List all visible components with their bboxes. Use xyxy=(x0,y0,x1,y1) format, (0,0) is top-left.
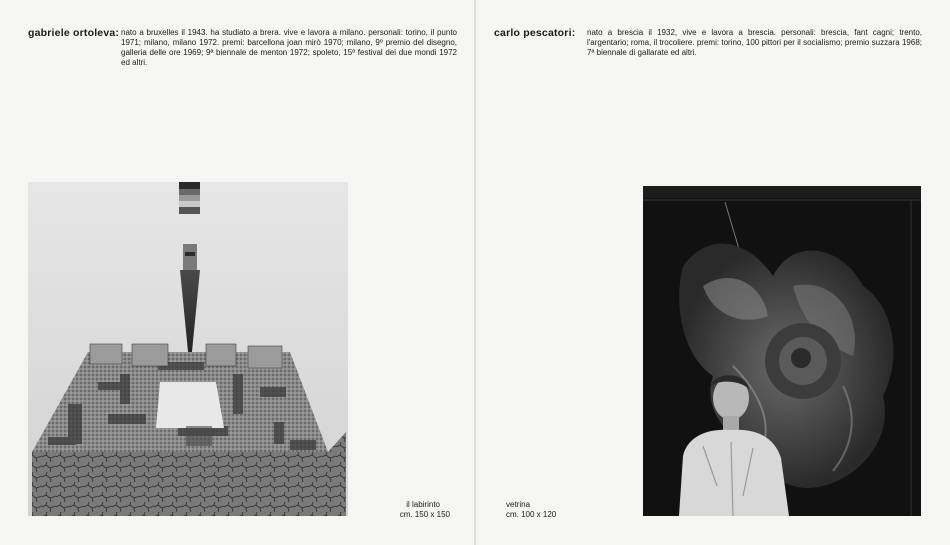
caption-title: il labirinto xyxy=(406,500,440,509)
caption-dimensions: cm. 150 x 150 xyxy=(399,510,450,519)
caption-il-labirinto xyxy=(386,500,450,520)
artist-bio-ortoleva: nato a bruxelles il 1943. ha studiato a brera. vive e lavora a milano. personali: torino, il punto 1971; milano, milano 1972. premi: barcellona joan mirò 1970; milano, 9º premio del disegno, galleria delle ore 1969; 9ª biennale de menton 1972; spoleto, 15º festival dei due mondi 1972 ed altri. xyxy=(121,28,457,67)
artwork-vetrina xyxy=(643,186,921,516)
caption-title: vetrina xyxy=(506,500,531,509)
artist-name-pescatori: carlo pescatori: xyxy=(494,27,576,39)
caption-vetrina xyxy=(506,500,556,520)
artwork-il-labirinto xyxy=(28,182,348,516)
caption-dimensions: cm. 100 x 120 xyxy=(506,510,557,519)
artist-name-ortoleva: gabriele ortoleva: xyxy=(28,27,120,39)
artist-bio-pescatori: nato a brescia il 1932, vive e lavora a brescia. personali: brescia, fant cagni; trento, l'argentario; roma, il trocoliere. premi: torino, 100 pittori per il socialismo; premio suzzara 1968; 7ª biennale di gallarate ed altri. xyxy=(587,28,922,57)
